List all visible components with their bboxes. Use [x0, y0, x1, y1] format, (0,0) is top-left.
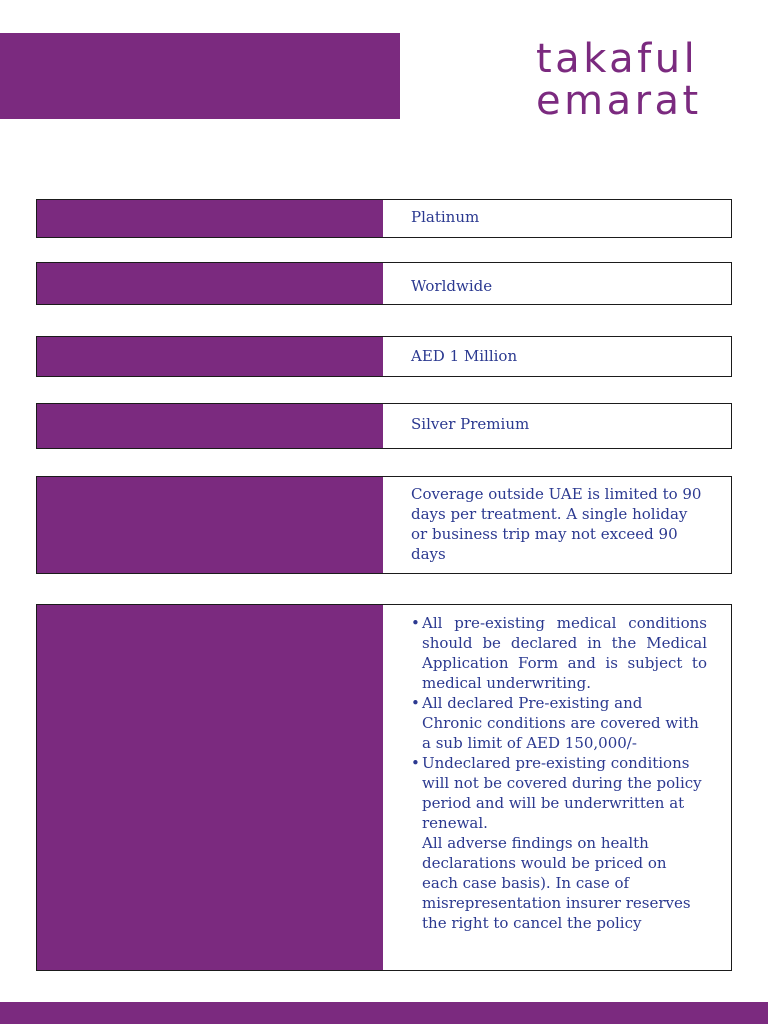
- brand-logo-line2: emarat: [536, 78, 702, 124]
- row-value-territory: Worldwide: [383, 263, 731, 304]
- brand-logo: [536, 38, 736, 122]
- row-label-cell: [37, 404, 383, 448]
- row-value-pre-existing-conditions: [383, 605, 731, 970]
- row-label-cell: [37, 337, 383, 376]
- table-row-network: [36, 403, 732, 449]
- table-row-coverage-outside-uae: [36, 476, 732, 574]
- row-value-network: Silver Premium: [383, 404, 731, 448]
- list-item: • All pre-existing medical conditions should be declared in the Medical Application Form and is subject to medical underwriting.: [411, 613, 707, 693]
- row-label-cell: [37, 477, 383, 573]
- table-row-pre-existing-conditions: [36, 604, 732, 971]
- row-label-cell: [37, 263, 383, 304]
- table-row-limit: [36, 336, 732, 377]
- conditions-note: All adverse findings on health declarations would be priced on each case basis). In case of misrepresentation insurer reserves the right to cancel the policy: [422, 834, 691, 932]
- footer-band: [0, 1002, 768, 1024]
- row-label-cell: [37, 605, 383, 970]
- table-row-plan: [36, 199, 732, 238]
- list-item: • Undeclared pre-existing conditions will not be covered during the policy period and will be underwritten at renewal.: [411, 753, 707, 833]
- header-band: [0, 33, 400, 119]
- list-item: • All declared Pre-existing and Chronic conditions are covered with a sub limit of AED 150,000/-: [411, 693, 707, 753]
- row-value-coverage-outside-uae: Coverage outside UAE is limited to 90 days per treatment. A single holiday or business trip may not exceed 90 days: [383, 477, 731, 573]
- row-label-cell: [37, 200, 383, 237]
- table-row-territory: [36, 262, 732, 305]
- row-value-plan: Platinum: [383, 200, 731, 237]
- brand-logo-line1: takaful: [536, 36, 699, 82]
- row-value-limit: AED 1 Million: [383, 337, 731, 376]
- conditions-list: [411, 613, 707, 833]
